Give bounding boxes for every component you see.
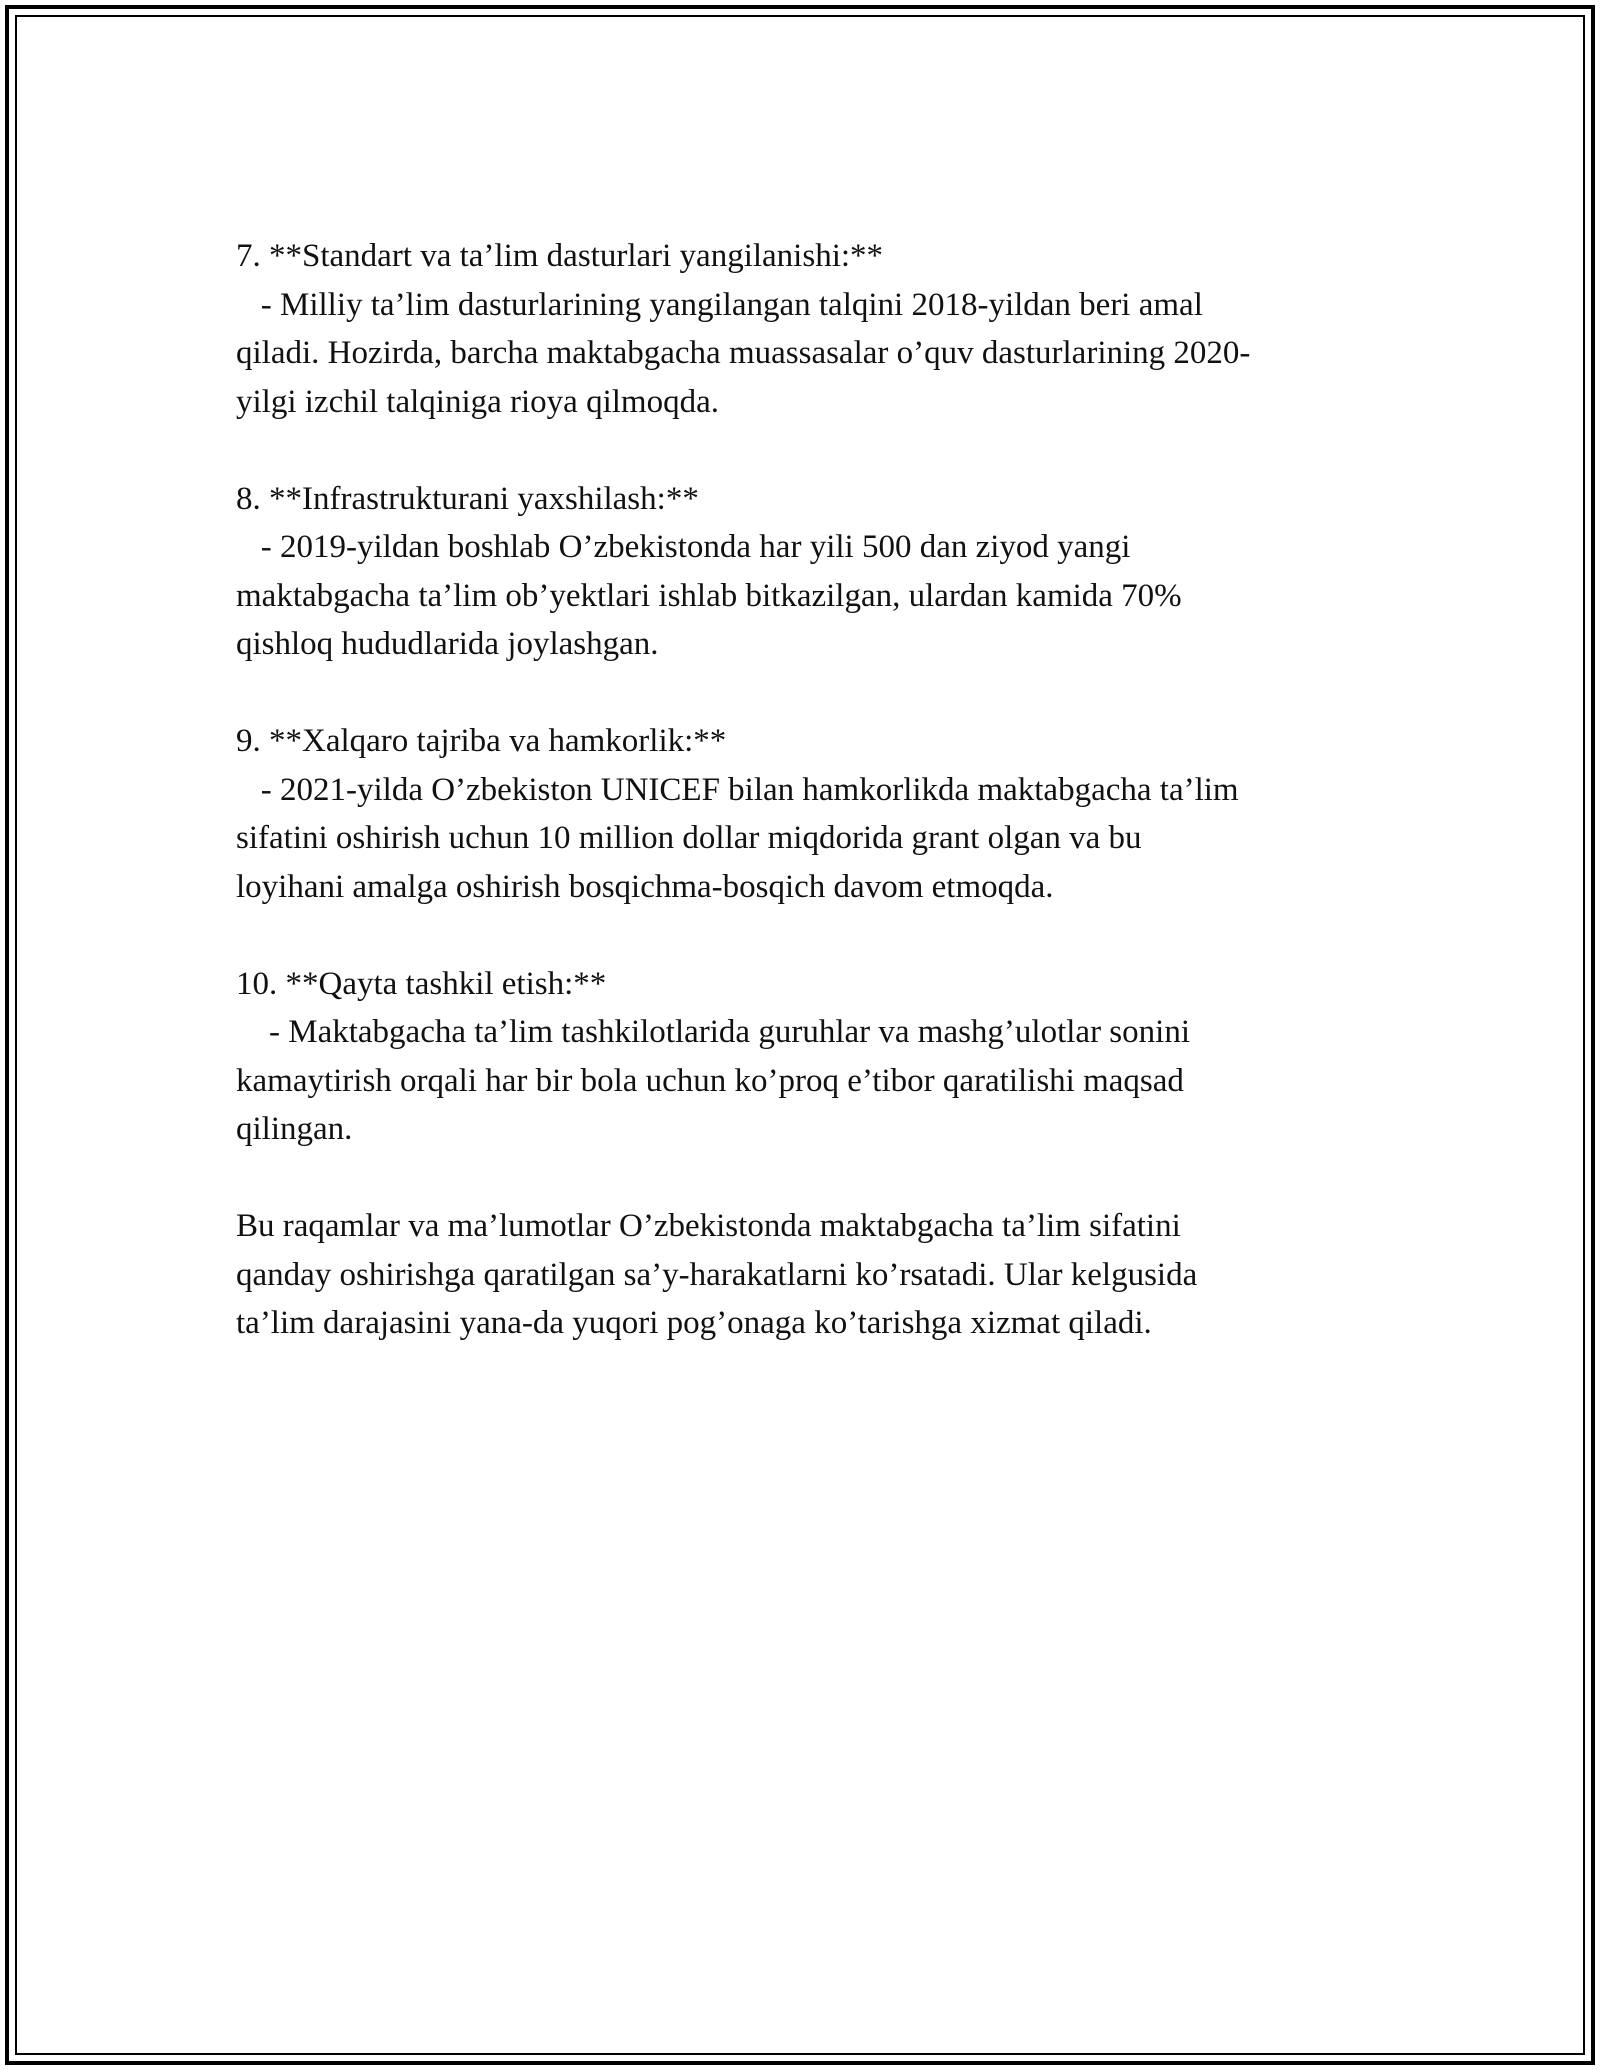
section-text-line: maktabgacha ta’lim ob’yektlari ishlab bitkazilgan, ulardan kamida 70%	[236, 577, 1182, 614]
section-heading: 10. **Qayta tashkil etish:**	[236, 965, 607, 1002]
conclusion-line: qanday oshirishga qaratilgan sa’y-harakatlarni ko’rsatadi. Ular kelgusida	[236, 1256, 1198, 1293]
section-8	[236, 475, 1376, 669]
section-10	[236, 960, 1376, 1154]
document-body	[236, 232, 1376, 1396]
conclusion-line: Bu raqamlar va ma’lumotlar O’zbekistonda maktabgacha ta’lim sifatini	[236, 1208, 1181, 1244]
section-text-line: - Maktabgacha ta’lim tashkilotlarida guruhlar va mashg’ulotlar sonini	[236, 1014, 1190, 1050]
section-text-line: loyihani amalga oshirish bosqichma-bosqich davom etmoqda.	[236, 868, 1054, 905]
conclusion-line: ta’lim darajasini yana-da yuqori pog’onaga ko’tarishga xizmat qiladi.	[236, 1305, 1152, 1341]
section-text-line: - Milliy ta’lim dasturlarining yangilangan talqini 2018-yildan beri amal	[236, 286, 1203, 323]
section-7	[236, 232, 1376, 426]
section-text-line: qilingan.	[236, 1111, 353, 1147]
section-text-line: - 2019-yildan boshlab O’zbekistonda har yili 500 dan ziyod yangi	[236, 529, 1131, 565]
section-heading: 9. **Xalqaro tajriba va hamkorlik:**	[236, 723, 727, 759]
section-text-line: sifatini oshirish uchun 10 million dollar miqdorida grant olgan va bu	[236, 820, 1142, 856]
section-text-line: - 2021-yilda O’zbekiston UNICEF bilan hamkorlikda maktabgacha ta’lim	[236, 771, 1239, 808]
section-text-line: yilgi izchil talqiniga rioya qilmoqda.	[236, 383, 719, 420]
section-heading: 8. **Infrastrukturani yaxshilash:**	[236, 480, 699, 517]
section-9	[236, 717, 1376, 911]
section-heading: 7. **Standart va ta’lim dasturlari yangilanishi:**	[236, 238, 884, 274]
section-text-line: qishloq hududlarida joylashgan.	[236, 626, 659, 662]
conclusion-paragraph	[236, 1202, 1376, 1348]
section-text-line: qiladi. Hozirda, barcha maktabgacha muassasalar o’quv dasturlarining 2020-	[236, 335, 1251, 371]
section-text-line: kamaytirish orqali har bir bola uchun ko’proq e’tibor qaratilishi maqsad	[236, 1062, 1184, 1099]
